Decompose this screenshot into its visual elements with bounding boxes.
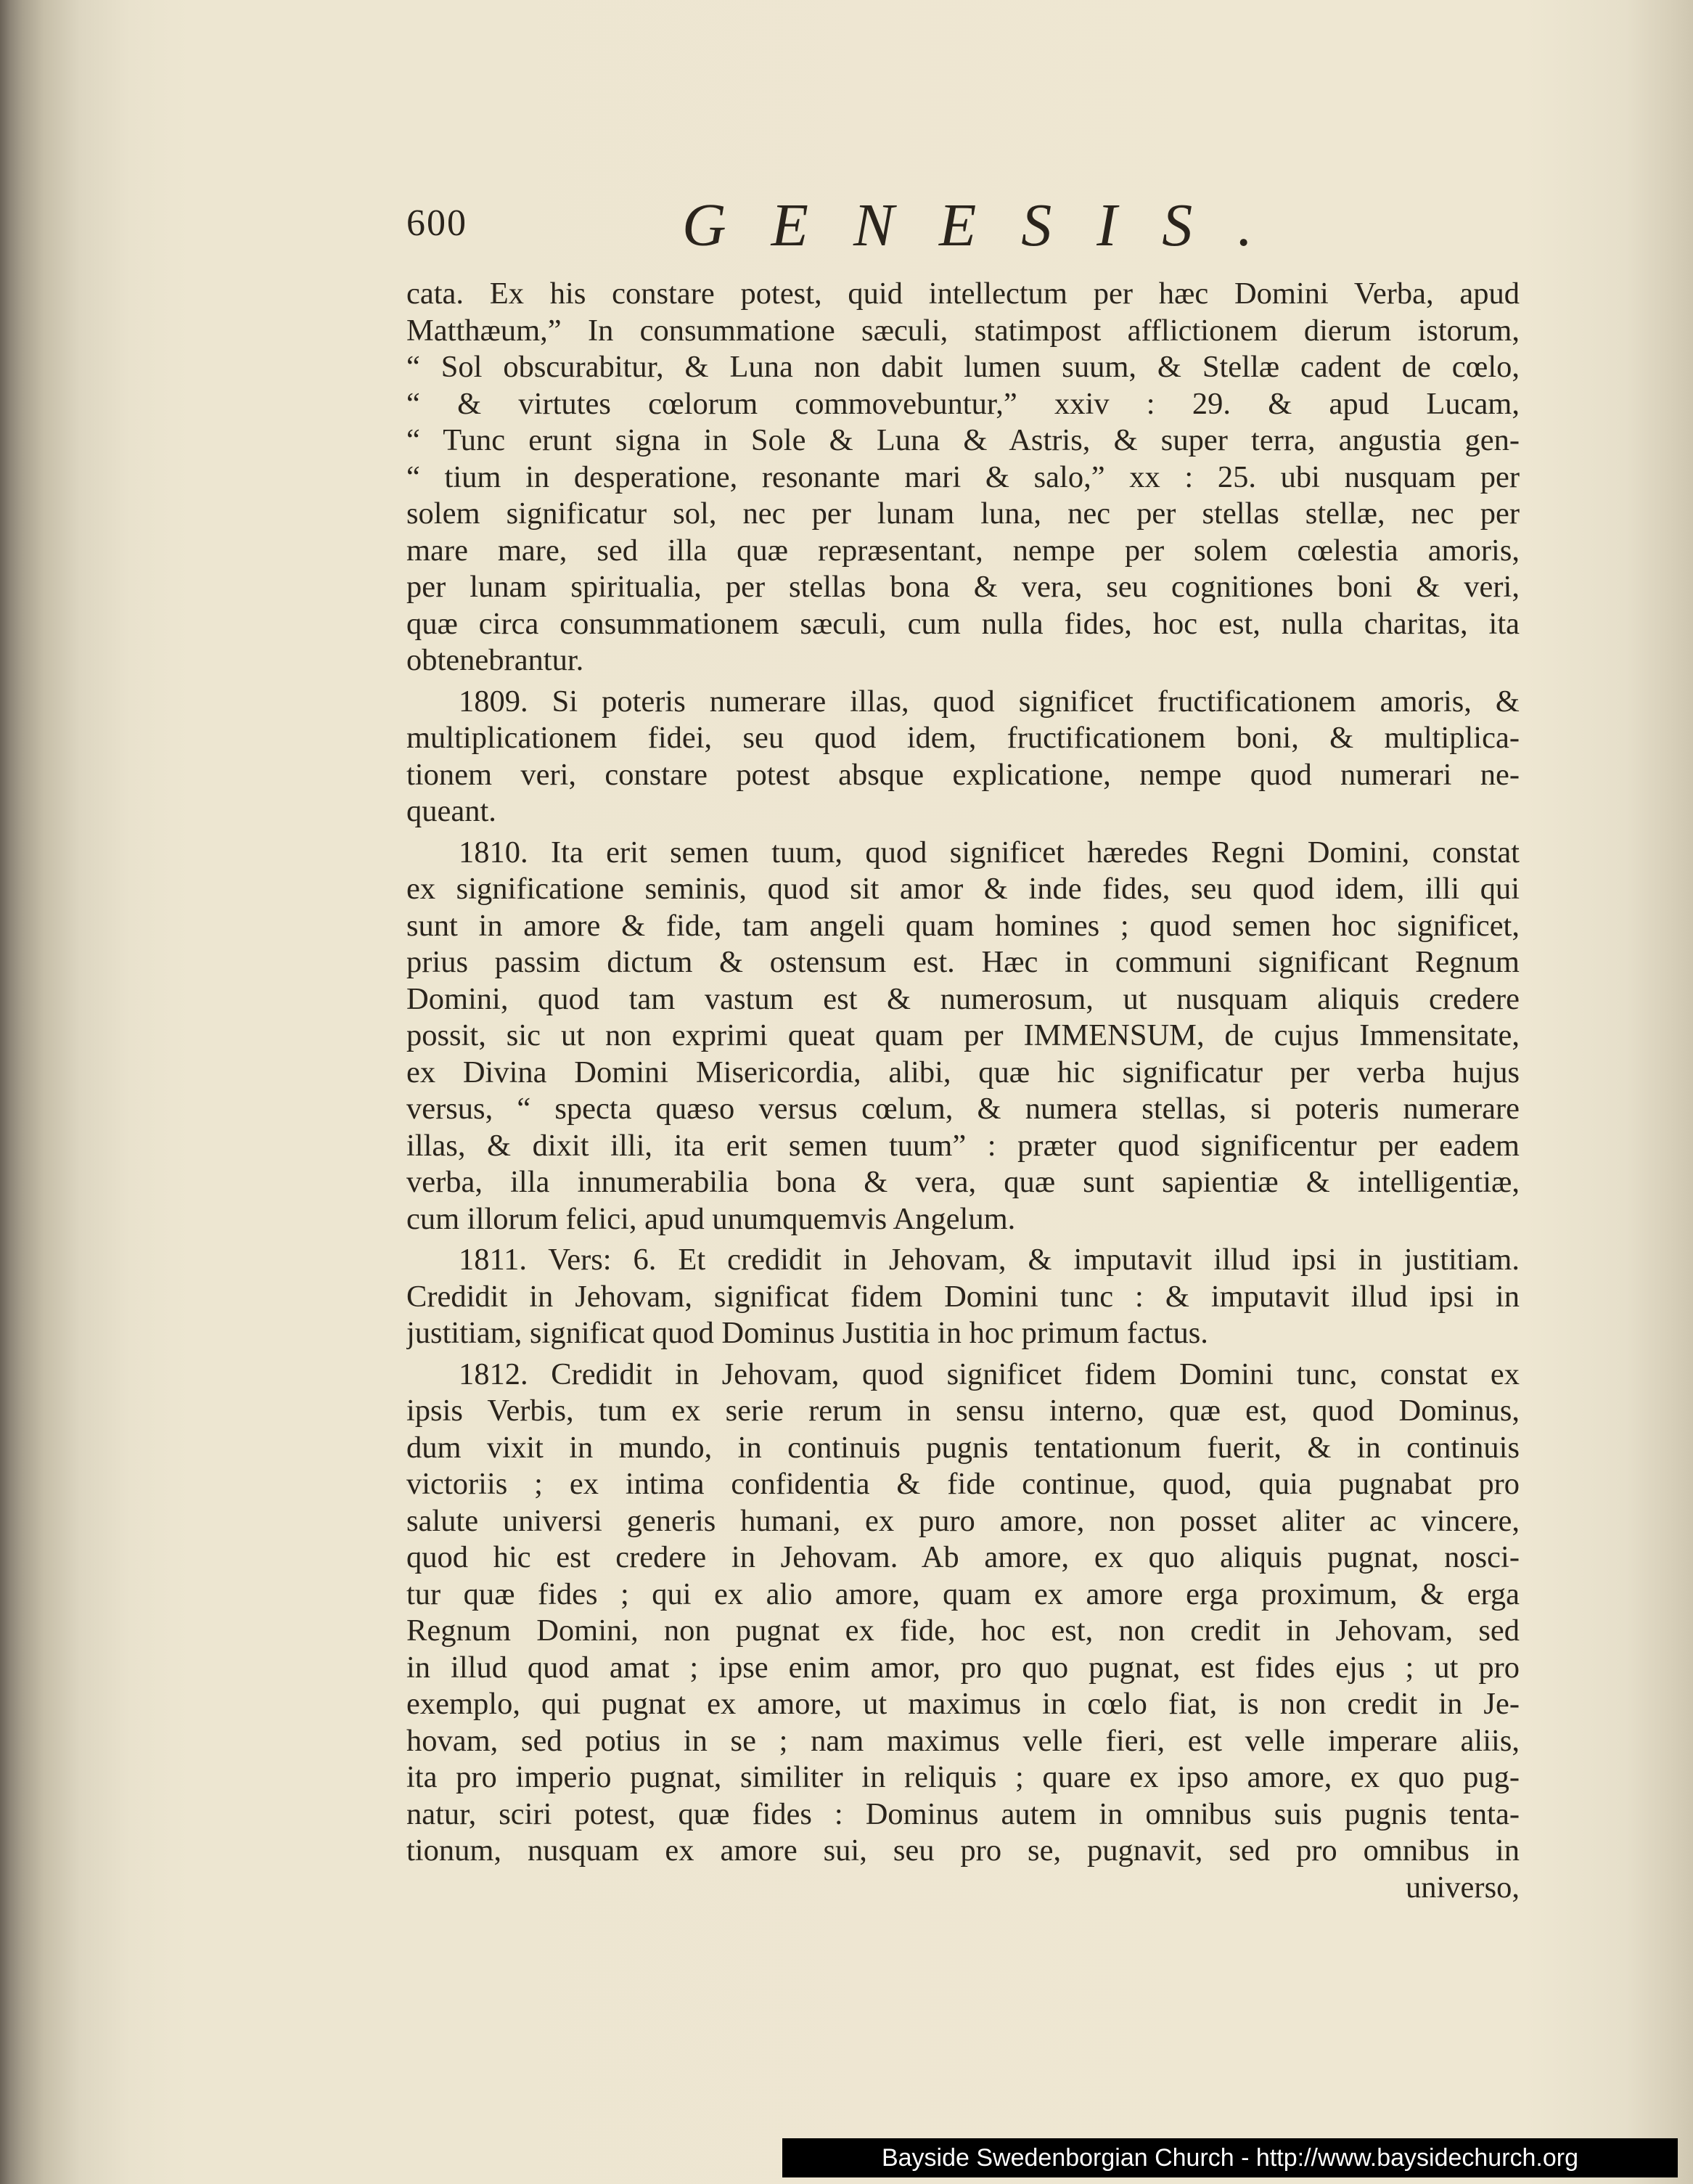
text-line: 1812. Credidit in Jehovam, quod significet fidem Domini tunc, constat ex	[459, 1357, 1520, 1391]
text-line: 1810. Ita erit semen tuum, quod significet hæredes Regni Domini, constat	[459, 835, 1520, 870]
text-line: exemplo, qui pugnat ex amore, ut maximus in cœlo fiat, is non credit in Je-	[406, 1687, 1520, 1721]
text-line: “ Sol obscurabitur, & Luna non dabit lumen suum, & Stellæ cadent de cœlo,	[406, 350, 1520, 384]
text-line: illas, & dixit illi, ita erit semen tuum” : præter quod significentur per eadem	[406, 1128, 1520, 1163]
text-line: versus, “ specta quæso versus cœlum, & numera stellas, si poteris numerare	[406, 1092, 1520, 1126]
text-line: hovam, sed potius in se ; nam maximus velle fieri, est velle imperare aliis,	[406, 1723, 1520, 1758]
text-line: prius passim dictum & ostensum est. Hæc in communi significant Regnum	[406, 945, 1520, 979]
text-line: multiplicationem fidei, seu quod idem, fructificationem boni, & multiplica-	[406, 721, 1520, 755]
text-line: dum vixit in mundo, in continuis pugnis tentationum fuerit, & in continuis	[406, 1430, 1520, 1465]
text-line: Regnum Domini, non pugnat ex fide, hoc est, non credit in Jehovam, sed	[406, 1614, 1520, 1648]
text-line: cum illorum felici, apud unumquemvis Angelum.	[406, 1201, 1016, 1236]
text-line: obtenebrantur.	[406, 643, 584, 677]
running-head	[406, 190, 1538, 270]
text-line: Matthæum,” In consummatione sæculi, statimpost afflictionem dierum istorum,	[406, 313, 1520, 348]
text-line: Domini, quod tam vastum est & numerosum, ut nusquam aliquis credere	[406, 981, 1520, 1016]
text-line: justitiam, significat quod Dominus Justitia in hoc primum factus.	[406, 1316, 1208, 1350]
book-title: GENESIS.	[682, 192, 1298, 259]
text-line: sunt in amore & fide, tam angeli quam homines ; quod semen hoc significet,	[406, 908, 1520, 943]
text-line: tur quæ fides ; qui ex alio amore, quam ex amore erga proximum, & erga	[406, 1576, 1520, 1611]
text-line: possit, sic ut non exprimi queat quam per IMMENSUM, de cujus Immensitate,	[406, 1018, 1520, 1052]
text-line: “ Tunc erunt signa in Sole & Luna & Astris, & super terra, angustia gen-	[406, 423, 1520, 457]
text-line: natur, sciri potest, quæ fides : Dominus autem in omnibus suis pugnis tenta-	[406, 1796, 1520, 1831]
text-line: ipsis Verbis, tum ex serie rerum in sensu interno, quæ est, quod Dominus,	[406, 1394, 1520, 1428]
text-line: ex significatione seminis, quod sit amor & inde fides, seu quod idem, illi qui	[406, 872, 1520, 906]
page-number: 600	[406, 203, 467, 244]
text-line: solem significatur sol, nec per lunam luna, nec per stellas stellæ, nec per	[406, 496, 1520, 531]
text-line: in illud quod amat ; ipse enim amor, pro quo pugnat, est fides ejus ; ut pro	[406, 1650, 1520, 1685]
text-line: ita pro imperio pugnat, similiter in reliquis ; quare ex ipso amore, ex quo pug-	[406, 1760, 1520, 1794]
text-line: queant.	[406, 794, 496, 828]
text-line: quod hic est credere in Jehovam. Ab amore, ex quo aliquis pugnat, nosci-	[406, 1540, 1520, 1574]
site-watermark: Bayside Swedenborgian Church - http://www.baysidechurch.org	[782, 2138, 1678, 2177]
text-line: ex Divina Domini Misericordia, alibi, quæ hic significatur per verba hujus	[406, 1055, 1520, 1089]
text-line: salute universi generis humani, ex puro amore, non posset aliter ac vincere,	[406, 1503, 1520, 1538]
text-line: Credidit in Jehovam, significat fidem Domini tunc : & imputavit illud ipsi in	[406, 1279, 1520, 1314]
text-line: tionem veri, constare potest absque explicatione, nempe quod numerari ne-	[406, 757, 1520, 792]
text-line: 1809. Si poteris numerare illas, quod significet fructificationem amoris, &	[459, 684, 1520, 719]
text-line: universo,	[1406, 1870, 1520, 1905]
text-line: “ tium in desperatione, resonante mari & salo,” xx : 25. ubi nusquam per	[406, 459, 1520, 494]
text-line: cata. Ex his constare potest, quid intellectum per hæc Domini Verba, apud	[406, 277, 1520, 311]
text-line: verba, illa innumerabilia bona & vera, quæ sunt sapientiæ & intelligentiæ,	[406, 1165, 1520, 1199]
text-line: quæ circa consummationem sæculi, cum nulla fides, hoc est, nulla charitas, ita	[406, 606, 1520, 641]
text-line: 1811. Vers: 6. Et credidit in Jehovam, & imputavit illud ipsi in justitiam.	[459, 1243, 1520, 1277]
text-line: victoriis ; ex intima confidentia & fide continue, quod, quia pugnabat pro	[406, 1467, 1520, 1501]
text-line: tionum, nusquam ex amore sui, seu pro se, pugnavit, sed pro omnibus in	[406, 1833, 1520, 1868]
text-line: mare mare, sed illa quæ repræsentant, nempe per solem cœlestia amoris,	[406, 533, 1520, 568]
body-text	[406, 276, 1520, 1906]
text-line: “ & virtutes cœlorum commovebuntur,” xxiv : 29. & apud Lucam,	[406, 386, 1520, 421]
text-line: per lunam spiritualia, per stellas bona & vera, seu cognitiones boni & veri,	[406, 570, 1520, 604]
